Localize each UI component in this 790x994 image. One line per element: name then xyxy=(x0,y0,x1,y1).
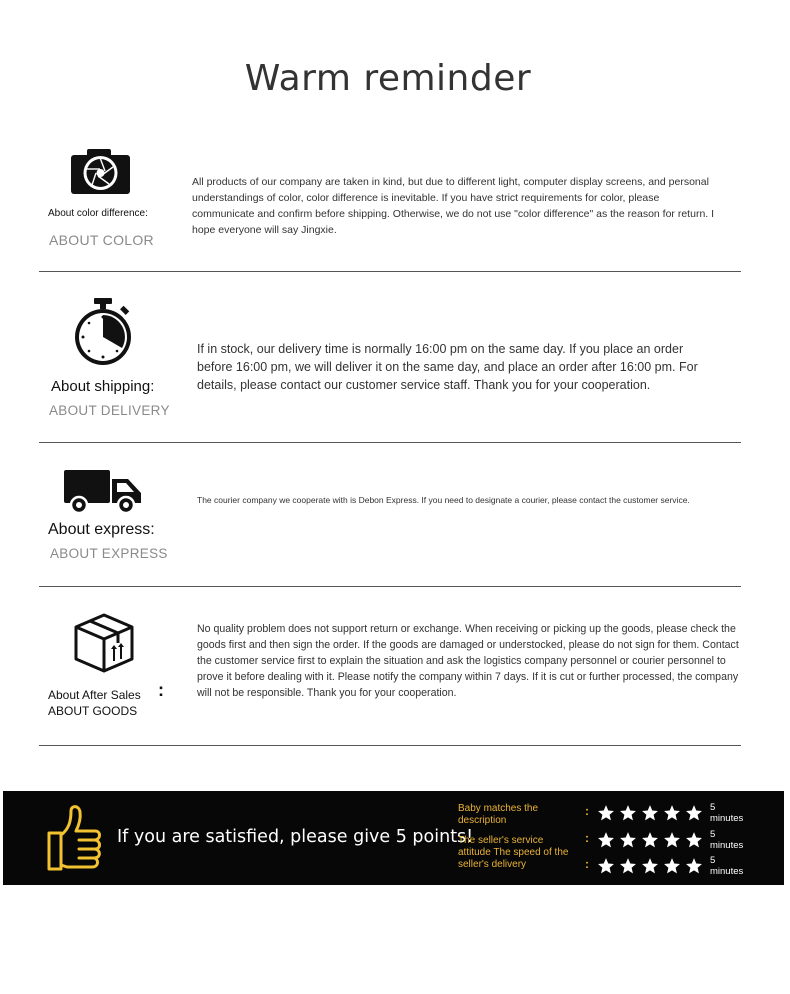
star-icon xyxy=(685,831,703,849)
camera-icon xyxy=(71,147,130,194)
rating-banner xyxy=(3,791,784,885)
rating-number: 5 xyxy=(710,802,716,813)
stopwatch-icon xyxy=(72,298,134,368)
section-text: All products of our company are taken in kind, but due to different light, computer display screens, and personal understandings of color, color difference is inevitable. If you have strict requirements for color, please communicate and confirm before shipping. Otherwise, we do not use "color difference" as the reason for return. I hope everyone will say Jingxie. xyxy=(192,176,715,236)
rating-value xyxy=(710,829,743,851)
star-icon xyxy=(597,831,615,849)
star-rating xyxy=(597,857,703,875)
divider xyxy=(39,586,741,587)
section-text: If in stock, our delivery time is normally 16:00 pm on the same day. If you place an order before 16:00 pm, we will deliver it on the same day, and place an order after 16:00 pm. For details, please contact our customer service staff. Thank you for your cooperation. xyxy=(197,342,698,392)
section-label: About shipping: xyxy=(51,378,155,395)
rating-colon: : xyxy=(585,857,589,871)
star-icon xyxy=(663,804,681,822)
star-icon xyxy=(619,857,637,875)
rating-number: 5 xyxy=(710,829,716,840)
star-icon xyxy=(619,831,637,849)
banner-text: If you are satisfied, please give 5 points! xyxy=(117,827,474,847)
rating-value xyxy=(710,802,743,824)
truck-icon xyxy=(64,470,142,514)
star-icon xyxy=(641,804,659,822)
star-icon xyxy=(619,804,637,822)
star-icon xyxy=(685,857,703,875)
rating-unit: minutes xyxy=(710,840,744,851)
rating-colon: : xyxy=(585,804,589,818)
thumbs-up-icon xyxy=(45,803,105,873)
rating-unit: minutes xyxy=(710,813,744,824)
divider xyxy=(39,271,741,272)
star-icon xyxy=(597,804,615,822)
star-icon xyxy=(597,857,615,875)
page-title: Warm reminder xyxy=(244,58,532,99)
package-icon xyxy=(72,611,136,675)
section-label-en: ABOUT DELIVERY xyxy=(49,403,170,418)
divider xyxy=(39,745,741,746)
section-text: The courier company we cooperate with is Debon Express. If you need to designate a courier, please contact the customer service. xyxy=(197,495,690,505)
section-label-colon: : xyxy=(158,680,164,700)
rating-unit: minutes xyxy=(710,866,744,877)
star-icon xyxy=(663,857,681,875)
rating-colon: : xyxy=(585,831,589,845)
section-label-en: ABOUT GOODS xyxy=(48,704,138,718)
rating-label: The seller's service attitude The speed of the seller's delivery xyxy=(458,835,569,870)
star-icon xyxy=(685,804,703,822)
star-icon xyxy=(641,831,659,849)
star-rating xyxy=(597,804,703,822)
section-label: About color difference: xyxy=(48,208,148,219)
star-icon xyxy=(663,831,681,849)
section-label: About After Sales xyxy=(48,688,141,702)
divider xyxy=(39,442,741,443)
star-icon xyxy=(641,857,659,875)
section-label-en: ABOUT COLOR xyxy=(49,232,154,248)
rating-value xyxy=(710,855,743,877)
rating-label: Baby matches the description xyxy=(458,803,539,826)
section-label-en: ABOUT EXPRESS xyxy=(50,546,168,561)
section-text: No quality problem does not support return or exchange. When receiving or picking up the goods, please check the goods first and then sign the order. If the goods are damaged or understocked, please do not sign for them. Contact the customer service first to explain the situation and ask the logistics company personnel or courier personnel to prove it before dealing with it. Please notify the company within 7 days. If it is cut or further processed, the company will not be responsible. Thank you for your cooperation. xyxy=(197,623,739,699)
star-rating xyxy=(597,831,703,849)
section-label: About express: xyxy=(48,521,155,538)
rating-number: 5 xyxy=(710,855,716,866)
